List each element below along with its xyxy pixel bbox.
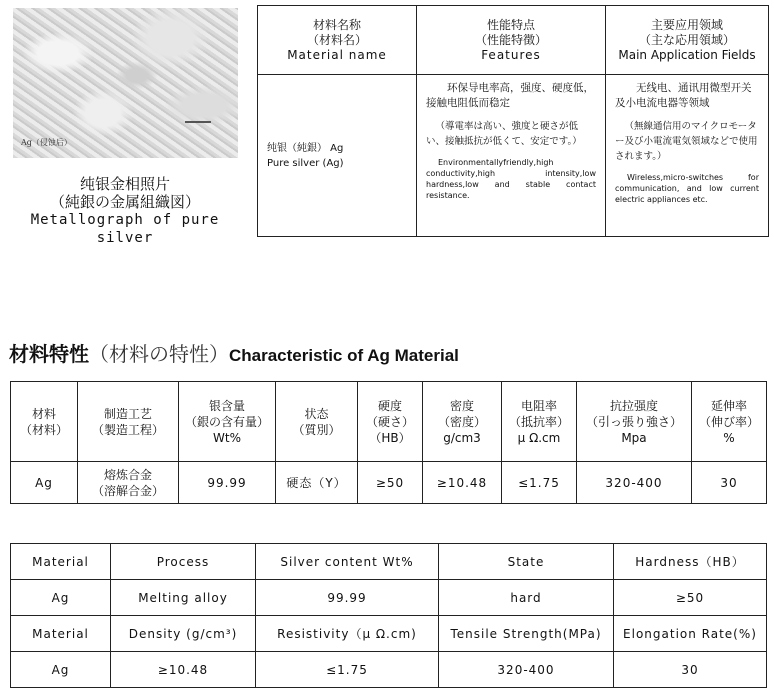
features-jp: （導電率は高い、強度と硬さが低い、接触抵抗が低くて、安定です。） <box>426 121 582 147</box>
table-cell: ≤1.75 <box>256 652 439 688</box>
properties-table-cn <box>10 381 767 504</box>
table-cell: hard <box>439 580 614 616</box>
header-cell: Density (g/cm³) <box>111 616 256 652</box>
applications-cell <box>606 75 769 237</box>
header-cell: 材料 （材料） <box>11 382 78 462</box>
header-cell: 抗拉强度 （引っ張り強さ） Mpa <box>577 382 692 462</box>
header-cell: 银含量 （銀の含有量） Wt% <box>179 382 276 462</box>
header-cell: Silver content Wt% <box>256 544 439 580</box>
header-cell: 制造工艺 （製造工程） <box>78 382 179 462</box>
table-header-row <box>11 382 767 462</box>
photo-caption-jp: （純銀の金属組織図） <box>49 193 200 211</box>
features-en: Environmentallyfriendly,high conductivity,high intensity,low hardness,low and stable contact resistance. <box>426 158 596 200</box>
header-material-name: 材料名称 （材料名） Material name <box>258 6 417 75</box>
header-cell: 状态 （質別） <box>276 382 358 462</box>
table-row <box>258 75 769 237</box>
applications-en: Wireless,micro-switches for communication, and low current electric appliances etc. <box>615 173 759 204</box>
material-name-cell: 纯银（純銀） Ag Pure silver (Ag) <box>258 75 417 237</box>
cell-material: Ag <box>11 462 78 504</box>
table-cell: ≥50 <box>614 580 767 616</box>
header-cell: Material <box>11 544 111 580</box>
metallograph-image <box>13 8 238 158</box>
heading-jp: （材料の特性） <box>89 342 229 366</box>
scale-bar <box>185 121 211 123</box>
cell-hardness: ≥50 <box>358 462 423 504</box>
applications-cn: 无线电、通讯用微型开关及小电流电器等领域 <box>615 82 752 109</box>
table-cell: 99.99 <box>256 580 439 616</box>
table-header-row <box>11 544 767 580</box>
table-cell: ≥10.48 <box>111 652 256 688</box>
cell-density: ≥10.48 <box>423 462 502 504</box>
table-header-row <box>11 616 767 652</box>
cell-tensile: 320-400 <box>577 462 692 504</box>
photo-caption <box>0 175 250 247</box>
cell-process: 熔炼合金 （溶解合金） <box>78 462 179 504</box>
header-cell: Elongation Rate(%) <box>614 616 767 652</box>
header-cell: Hardness（HB） <box>614 544 767 580</box>
table-cell: 30 <box>614 652 767 688</box>
header-cell: Process <box>111 544 256 580</box>
material-info-table <box>257 5 769 237</box>
applications-jp: （無線通信用のマイクロモーター及び小電流電気領域などで使用されます。） <box>615 121 758 162</box>
table-row <box>11 652 767 688</box>
header-cell: Material <box>11 616 111 652</box>
table-header-row <box>258 6 769 75</box>
cell-resistivity: ≤1.75 <box>502 462 577 504</box>
table-cell: Ag <box>11 652 111 688</box>
table-row <box>11 462 767 504</box>
table-cell: Ag <box>11 580 111 616</box>
header-cell: Tensile Strength(MPa) <box>439 616 614 652</box>
header-cell: 硬度 （硬さ） （HB） <box>358 382 423 462</box>
photo-overlay-label: Ag（侵蚀后） <box>21 138 72 147</box>
header-cell: State <box>439 544 614 580</box>
photo-caption-cn: 纯银金相照片 <box>79 175 170 193</box>
cell-state: 硬态（Y） <box>276 462 358 504</box>
header-applications: 主要应用领域 （主な応用領域） Main Application Fields <box>606 6 769 75</box>
table-cell: Melting alloy <box>111 580 256 616</box>
properties-table-en <box>10 543 767 688</box>
cell-elongation: 30 <box>692 462 767 504</box>
photo-caption-en: Metallograph of pure silver <box>30 212 220 246</box>
features-cn: 环保导电率高，强度、硬度低，接触电阻低而稳定 <box>426 82 594 109</box>
heading-en: Characteristic of Ag Material <box>229 346 459 365</box>
header-cell: 延伸率 （伸び率） % <box>692 382 767 462</box>
header-cell: 密度 （密度） g/cm3 <box>423 382 502 462</box>
heading-cn: 材料特性 <box>9 342 89 366</box>
cell-silver-content: 99.99 <box>179 462 276 504</box>
features-cell <box>417 75 606 237</box>
header-features: 性能特点 （性能特徴） Features <box>417 6 606 75</box>
table-row <box>11 580 767 616</box>
section-heading <box>9 338 459 367</box>
table-cell: 320-400 <box>439 652 614 688</box>
header-cell: 电阻率 （抵抗率） μ Ω.cm <box>502 382 577 462</box>
header-cell: Resistivity（μ Ω.cm) <box>256 616 439 652</box>
